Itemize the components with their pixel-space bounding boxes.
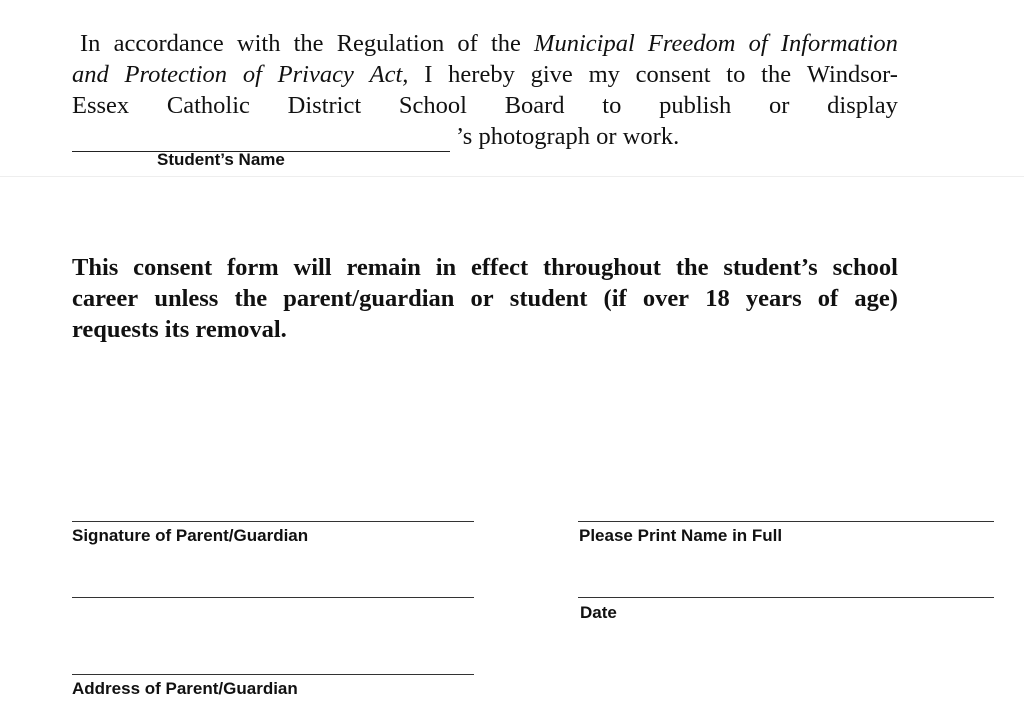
- word: my: [588, 61, 620, 88]
- word: I: [424, 61, 433, 88]
- act-title-word: of: [748, 30, 768, 57]
- word: to: [726, 61, 746, 88]
- word: hereby: [448, 61, 515, 88]
- consent-duration-notice: [72, 252, 898, 345]
- word: Regulation: [336, 30, 445, 57]
- act-title-word: Act,: [369, 61, 409, 88]
- date-label: Date: [580, 603, 617, 622]
- word: form: [226, 254, 279, 281]
- word: the: [293, 30, 324, 57]
- word: Windsor-: [806, 61, 898, 88]
- act-title-word: and: [72, 61, 109, 88]
- section-divider: [0, 176, 1024, 177]
- word: the: [490, 30, 521, 57]
- notice-line-2: [72, 283, 898, 314]
- word: or: [470, 285, 494, 312]
- date-line[interactable]: [578, 597, 994, 598]
- act-title-word: Information: [780, 30, 898, 57]
- word: publish: [659, 92, 732, 119]
- word: display: [827, 92, 898, 119]
- address-label: Address of Parent/Guardian: [72, 679, 298, 698]
- student-name-label: Student’s Name: [157, 150, 285, 169]
- word: Essex: [72, 92, 130, 119]
- notice-line-1: [72, 252, 898, 283]
- word: consent: [635, 61, 711, 88]
- print-name-line[interactable]: [578, 521, 994, 522]
- word: or: [768, 92, 790, 119]
- word: with: [236, 30, 281, 57]
- photograph-clause: ’s photograph or work.: [456, 123, 680, 150]
- signature-label: Signature of Parent/Guardian: [72, 526, 309, 545]
- consent-paragraph: [72, 28, 898, 152]
- word: years: [745, 285, 802, 312]
- notice-line-3: requests its removal.: [72, 316, 287, 343]
- word: to: [602, 92, 622, 119]
- word: (if: [603, 285, 627, 312]
- word: effect: [471, 254, 529, 281]
- word: will: [293, 254, 332, 281]
- consent-line-2: [72, 59, 898, 90]
- word: school: [832, 254, 898, 281]
- word: student’s: [723, 254, 818, 281]
- word: parent/guardian: [283, 285, 455, 312]
- act-title-word: of: [242, 61, 262, 88]
- word: unless: [154, 285, 219, 312]
- word: 18: [705, 285, 730, 312]
- word: in: [435, 254, 457, 281]
- word: the: [675, 254, 709, 281]
- consent-line-4: [72, 121, 898, 152]
- word: of: [457, 30, 478, 57]
- word: over: [642, 285, 690, 312]
- consent-line-3: [72, 90, 898, 121]
- word: In: [80, 30, 101, 57]
- word: the: [761, 61, 792, 88]
- act-title-word: Privacy: [277, 61, 354, 88]
- signature-line[interactable]: [72, 521, 474, 522]
- word: District: [287, 92, 362, 119]
- word: Board: [504, 92, 565, 119]
- word: of: [817, 285, 839, 312]
- act-title-word: Freedom: [647, 30, 736, 57]
- address-line[interactable]: [72, 674, 474, 675]
- word: age): [854, 285, 898, 312]
- word: career: [72, 285, 139, 312]
- student-name-blank[interactable]: [72, 131, 450, 152]
- word: remain: [346, 254, 421, 281]
- word: throughout: [542, 254, 661, 281]
- word: Catholic: [166, 92, 250, 119]
- word: consent: [133, 254, 213, 281]
- print-name-label: Please Print Name in Full: [579, 526, 783, 545]
- word: School: [398, 92, 467, 119]
- act-title-word: Municipal: [534, 30, 635, 57]
- blank-line[interactable]: [72, 597, 474, 598]
- consent-line-1: [72, 28, 898, 59]
- word: student: [509, 285, 588, 312]
- act-title-word: Protection: [124, 61, 228, 88]
- word: This: [72, 254, 119, 281]
- word: the: [234, 285, 268, 312]
- word: give: [530, 61, 573, 88]
- word: accordance: [113, 30, 224, 57]
